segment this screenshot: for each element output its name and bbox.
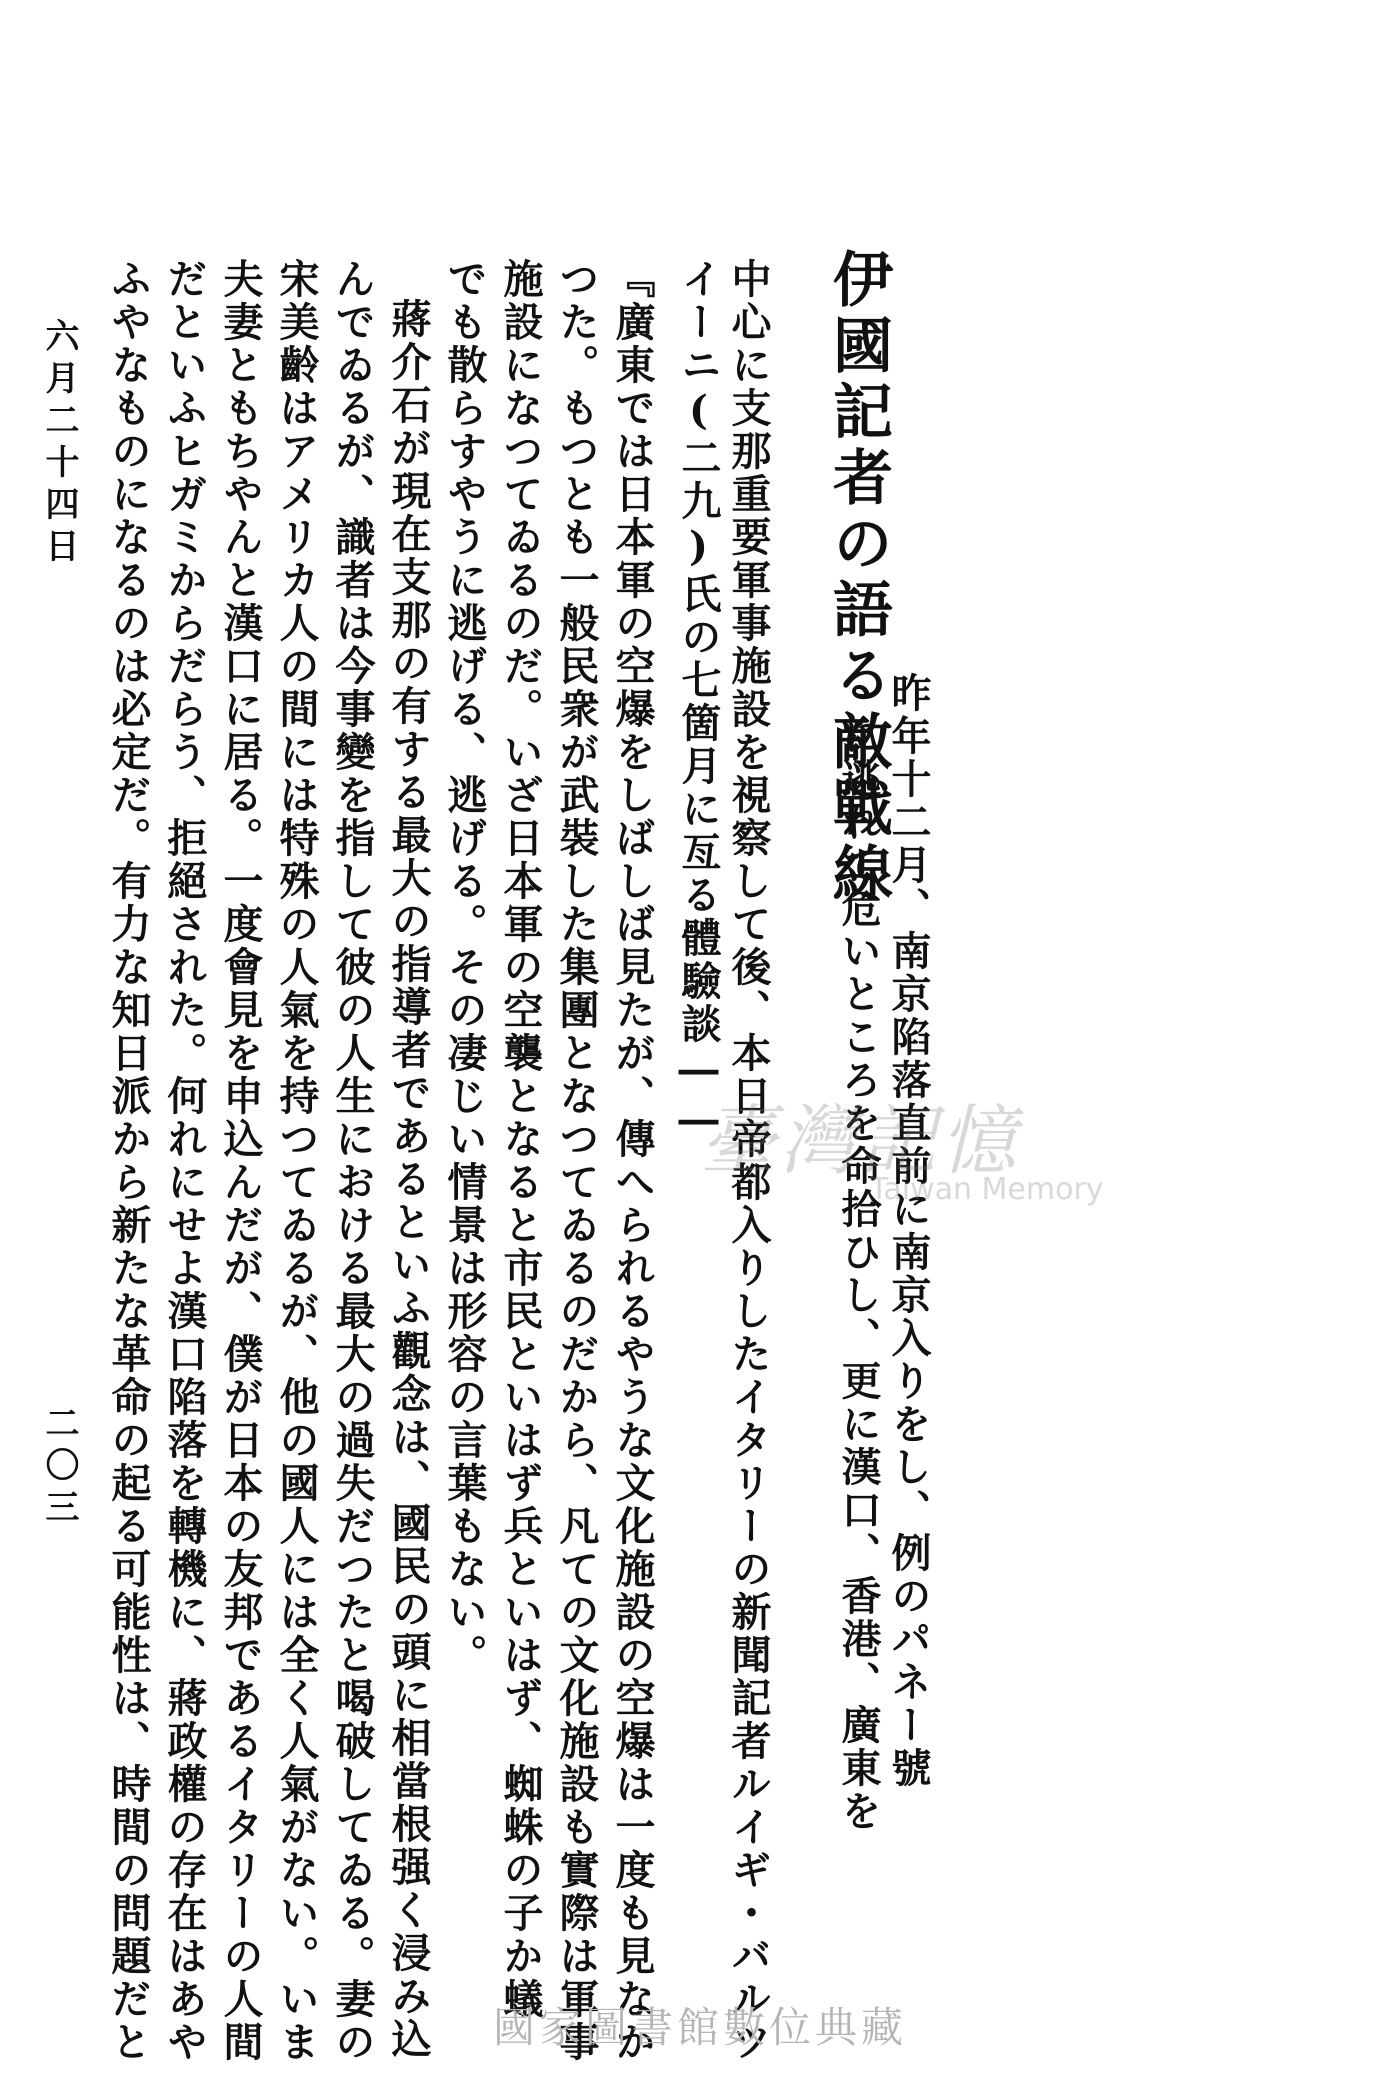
body-column: に逃れて危いところを命拾ひし、更に漢口、香港、廣東を [835, 715, 882, 1833]
page-number: 二〇三 [39, 1405, 79, 1531]
body-column: イーニ(二九)氏の七箇月に亙る體驗談―― [675, 258, 722, 1146]
watermark-english: Taiwan Memory [870, 1172, 1104, 1207]
library-caption: 國家圖書館數位典藏 [492, 2003, 907, 2052]
body-column: 『廣東では日本軍の空爆をしばしば見たが、傳へられるやうな文化施設の空爆は一度も見なか [609, 258, 656, 2064]
body-column: だといふヒガミからだらう、拒絕された。何れにせよ漢口陷落を轉機に、蔣政權の存在はあや [161, 258, 208, 2064]
body-column: 蔣介石が現在支那の有する最大の指導者であるといふ觀念は、國民の頭に相當根强く浸み込 [385, 298, 432, 2061]
body-column: 昨年十二月、南京陷落直前に南京入りをし、例のパネー號 [885, 672, 932, 1790]
body-column: ふやなものになるのは必定だ。有力な知日派から新たな革命の起る可能性は、時間の問題だと [105, 258, 152, 2064]
body-column: 施設になつてゐるのだ。いざ日本軍の空襲となると市民といはず兵といはず、蜘蛛の子か蟻 [497, 258, 544, 2021]
article-title: 伊國記者の語る敵戰線 [823, 248, 893, 908]
body-column: んでゐるが、識者は今事變を指して彼の人生における最大の過失だつたと喝破してゐる。妻の [329, 258, 376, 2064]
watermark-chinese: 臺灣記憶 [700, 1096, 1020, 1185]
body-column: つた。もつとも一般民衆が武裝した集團となつてゐるのだから、凡ての文化施設も實際は軍事 [553, 258, 600, 2064]
date-footer: 六月二十四日 [39, 318, 79, 570]
body-column: 中心に支那重要軍事施設を視察して後、本日帝都入りしたイタリーの新聞記者ルイギ・バルツ [725, 258, 772, 2064]
watermark-logo [700, 1080, 1140, 1220]
body-column: 夫妻ともちやんと漢口に居る。一度會見を申込んだが、僕が日本の友邦であるイタリーの人間 [217, 258, 264, 2064]
body-column: 宋美齡はアメリカ人の間には特殊の人氣を持つてゐるが、他の國人には全く人氣がない。いま [273, 258, 320, 2064]
body-column: でも散らすやうに逃げる、逃げる。その凄じい情景は形容の言葉もない。 [441, 258, 488, 1677]
